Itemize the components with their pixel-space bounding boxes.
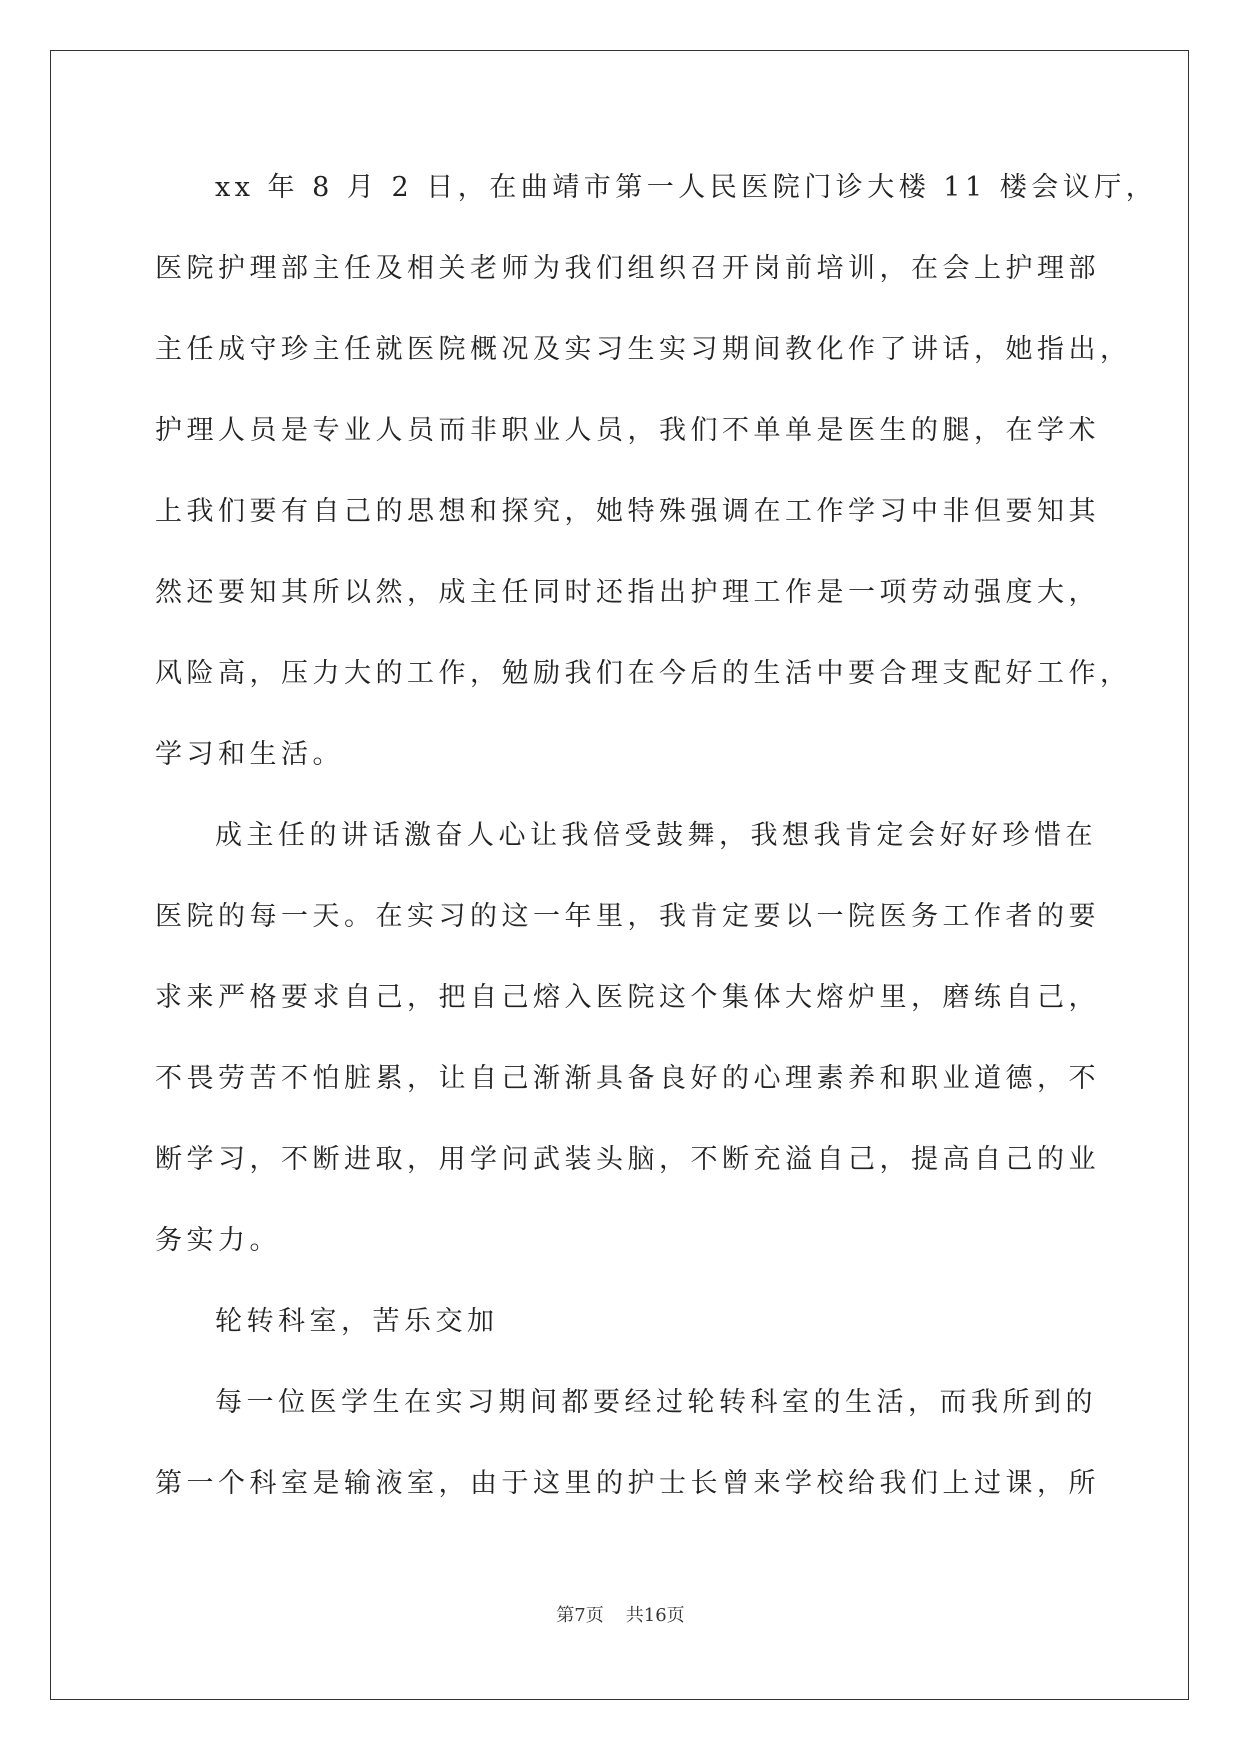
- paragraph-1: [155, 165, 1158, 778]
- text-line: 护理人员是专业人员而非职业人员，我们不单单是医生的腿，在学术: [155, 415, 1100, 446]
- text-line: 断学习，不断进取，用学问武装头脑，不断充溢自己，提高自己的业: [155, 1144, 1100, 1175]
- text-line: 上我们要有自己的思想和探究，她特殊强调在工作学习中非但要知其: [155, 496, 1100, 527]
- text-line: 主任成守珍主任就医院概况及实习生实习期间教化作了讲话，她指出，: [155, 334, 1132, 365]
- text-line: 医院护理部主任及相关老师为我们组织召开岗前培训，在会上护理部: [155, 253, 1100, 284]
- section-heading: [155, 1299, 1090, 1345]
- page-number: 第7页: [556, 1605, 604, 1626]
- text-line: 然还要知其所以然，成主任同时还指出护理工作是一项劳动强度大，: [155, 577, 1100, 608]
- text-line: 医院的每一天。在实习的这一年里，我肯定要以一院医务工作者的要: [155, 901, 1100, 932]
- page-total: 共16页: [625, 1605, 685, 1626]
- text-line: 每一位医学生在实习期间都要经过轮转科室的生活，而我所到的: [215, 1387, 1097, 1418]
- heading-text: 轮转科室，苦乐交加: [215, 1306, 499, 1337]
- paragraph-2: [155, 813, 1100, 1264]
- text-line: 务实力。: [155, 1225, 281, 1256]
- text-line: 第一个科室是输液室，由于这里的护士长曾来学校给我们上过课，所: [155, 1468, 1100, 1499]
- text-line: 求来严格要求自己，把自己熔入医院这个集体大熔炉里，磨练自己，: [155, 982, 1100, 1013]
- text-line: 风险高，压力大的工作，勉励我们在今后的生活中要合理支配好工作，: [155, 658, 1132, 689]
- text-line: 学习和生活。: [155, 739, 344, 770]
- paragraph-3: [155, 1380, 1100, 1507]
- text-line: 不畏劳苦不怕脏累，让自己渐渐具备良好的心理素养和职业道德，不: [155, 1063, 1100, 1094]
- document-body: [155, 165, 1158, 1542]
- text-line: xx 年 8 月 2 日，在曲靖市第一人民医院门诊大楼 11 楼会议厅，: [215, 172, 1158, 203]
- text-line: 成主任的讲话激奋人心让我倍受鼓舞，我想我肯定会好好珍惜在: [215, 820, 1097, 851]
- page-footer: [0, 1601, 1241, 1627]
